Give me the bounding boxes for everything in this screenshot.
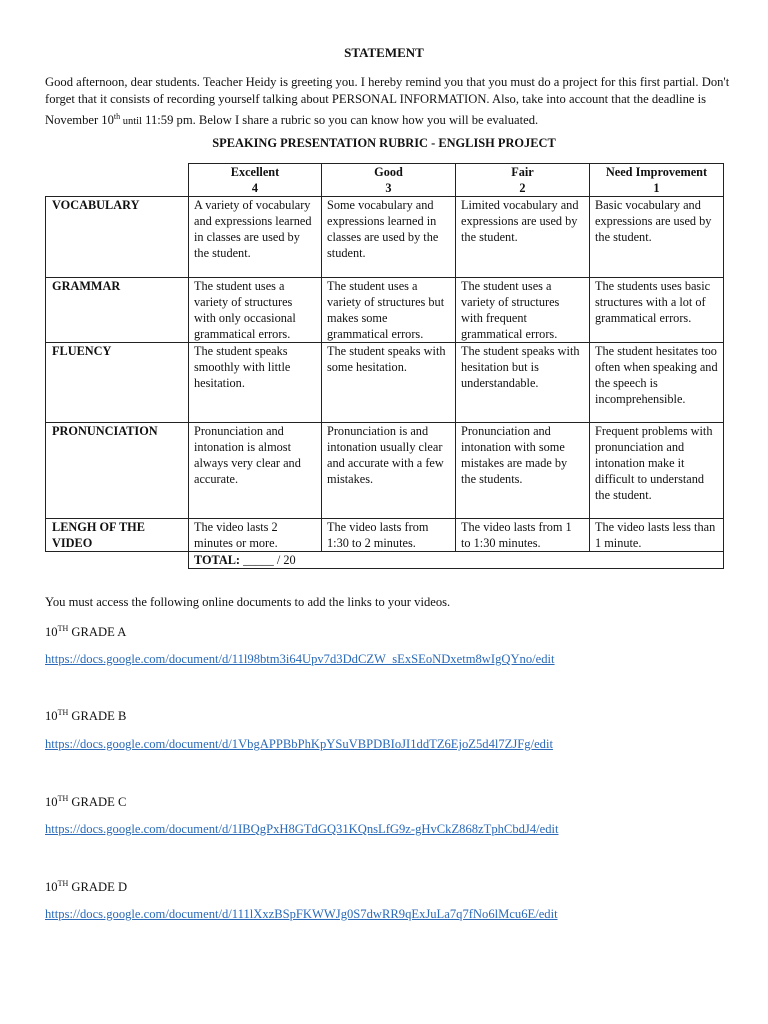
grade-c-link[interactable]: https://docs.google.com/document/d/1IBQgPxH8GTdGQ31KQnsLfG9z-gHvCkZ868zTphCbdJ4/edit xyxy=(45,822,559,836)
level-need-improvement xyxy=(590,164,724,197)
rubric-cell: The student uses a variety of structures but makes some grammatical errors. xyxy=(322,278,456,343)
level-score: 3 xyxy=(385,181,392,195)
statement-title: STATEMENT xyxy=(344,45,424,60)
criterion-label: VOCABULARY xyxy=(46,197,189,278)
rubric-cell: The video lasts from 1 to 1:30 minutes. xyxy=(456,519,590,552)
grade-a-link[interactable]: https://docs.google.com/document/d/11l98btm3i64Upv7d3DdCZW_sExSEoNDxetm8wIgQYno/edit xyxy=(45,652,555,666)
rubric-cell: A variety of vocabulary and expressions learned in classes are used by the student. xyxy=(189,197,322,278)
rubric-cell: Some vocabulary and expressions learned in classes are used by the student. xyxy=(322,197,456,278)
criterion-label: GRAMMAR xyxy=(46,278,189,343)
rubric-table xyxy=(45,163,724,569)
rubric-corner-cell xyxy=(46,164,189,197)
rubric-cell: Pronunciation is and intonation usually clear and accurate with a few mistakes. xyxy=(322,423,456,519)
grade-superscript: TH xyxy=(57,794,69,803)
level-good xyxy=(322,164,456,197)
rubric-row-fluency xyxy=(46,343,724,423)
grade-superscript: TH xyxy=(57,879,69,888)
rubric-row-pronunciation xyxy=(46,423,724,519)
rubric-row-vocabulary xyxy=(46,197,724,278)
grade-number: 10 xyxy=(45,795,58,810)
grade-number: 10 xyxy=(45,709,58,724)
grade-label: GRADE B xyxy=(68,709,127,724)
grade-c-heading xyxy=(45,794,126,810)
rubric-cell: The students uses basic structures with a lot of grammatical errors. xyxy=(590,278,724,343)
intro-text-1: Good afternoon, dear students. Teacher Heidy is greeting you. I hereby remind you that you must do a project for this first partial. Don't forget that it consists of recording yourself talking about PERSONAL INFORMATION. Also, take into account that the deadline is November 10 xyxy=(45,75,730,128)
rubric-cell: The video lasts less than 1 minute. xyxy=(590,519,724,552)
rubric-cell: Frequent problems with pronunciation and intonation make it difficult to understand the student. xyxy=(590,423,724,519)
grade-b-link[interactable]: https://docs.google.com/document/d/1VbgAPPBbPhKpYSuVBPDBIoJI1ddTZ6EjoZ5d4l7ZJFg/edit xyxy=(45,737,553,751)
rubric-row-grammar xyxy=(46,278,724,343)
grade-label: GRADE C xyxy=(68,795,127,810)
level-score: 4 xyxy=(251,181,259,195)
grade-label: GRADE A xyxy=(68,625,127,640)
intro-paragraph xyxy=(45,74,730,130)
grade-b-heading xyxy=(45,708,126,724)
level-score: 2 xyxy=(519,181,526,195)
rubric-cell: The student speaks with some hesitation. xyxy=(322,343,456,423)
rubric-cell: The student uses a variety of structures with frequent grammatical errors. xyxy=(456,278,590,343)
total-spacer xyxy=(46,552,189,569)
level-score: 1 xyxy=(653,181,660,195)
grade-label: GRADE D xyxy=(68,880,128,895)
rubric-cell: The video lasts from 1:30 to 2 minutes. xyxy=(322,519,456,552)
total-cell xyxy=(189,552,322,569)
criterion-label: PRONUNCIATION xyxy=(46,423,189,519)
rubric-cell: Limited vocabulary and expressions are used by the student. xyxy=(456,197,590,278)
level-excellent xyxy=(189,164,322,197)
rubric-header-row xyxy=(46,164,724,197)
total-label: TOTAL: xyxy=(194,553,241,567)
level-name: Excellent xyxy=(230,165,280,179)
grade-a-heading xyxy=(45,624,126,640)
level-name: Fair xyxy=(511,165,534,179)
intro-text-3: 11:59 pm. Below I share a rubric so you can know how you will be evaluated. xyxy=(142,113,539,128)
rubric-cell: Pronunciation and intonation with some mistakes are made by the students. xyxy=(456,423,590,519)
level-name: Good xyxy=(374,165,403,179)
criterion-label: LENGH OF THE VIDEO xyxy=(46,519,189,552)
grade-number: 10 xyxy=(45,880,58,895)
grade-d-heading xyxy=(45,879,127,895)
grade-superscript: TH xyxy=(57,708,69,717)
level-fair xyxy=(456,164,590,197)
rubric-cell: Basic vocabulary and expressions are used by the student. xyxy=(590,197,724,278)
grade-superscript: TH xyxy=(57,624,69,633)
rubric-cell: The student hesitates too often when speaking and the speech is incomprehensible. xyxy=(590,343,724,423)
grade-number: 10 xyxy=(45,625,58,640)
total-blank: _____ / 20 xyxy=(240,553,296,567)
rubric-cell: The student speaks smoothly with little hesitation. xyxy=(189,343,322,423)
criterion-label: FLUENCY xyxy=(46,343,189,423)
rubric-cell: The student speaks with hesitation but is understandable. xyxy=(456,343,590,423)
rubric-row-length xyxy=(46,519,724,552)
access-instruction: You must access the following online documents to add the links to your videos. xyxy=(45,595,451,609)
intro-superscript: th xyxy=(113,112,121,121)
rubric-total-row xyxy=(46,552,724,569)
level-name: Need Improvement xyxy=(605,165,708,179)
rubric-cell: The video lasts 2 minutes or more. xyxy=(189,519,322,552)
rubric-title: SPEAKING PRESENTATION RUBRIC - ENGLISH PROJECT xyxy=(212,136,556,150)
grade-d-link[interactable]: https://docs.google.com/document/d/111lXxzBSpFKWWJg0S7dwRR9qExJuLa7q7fNo6lMcu6E/edit xyxy=(45,907,558,921)
rubric-cell: The student uses a variety of structures with only occasional grammatical errors. xyxy=(189,278,322,343)
total-cell-rest xyxy=(322,552,724,569)
intro-text-2: until xyxy=(120,116,143,128)
rubric-cell: Pronunciation and intonation is almost always very clear and accurate. xyxy=(189,423,322,519)
